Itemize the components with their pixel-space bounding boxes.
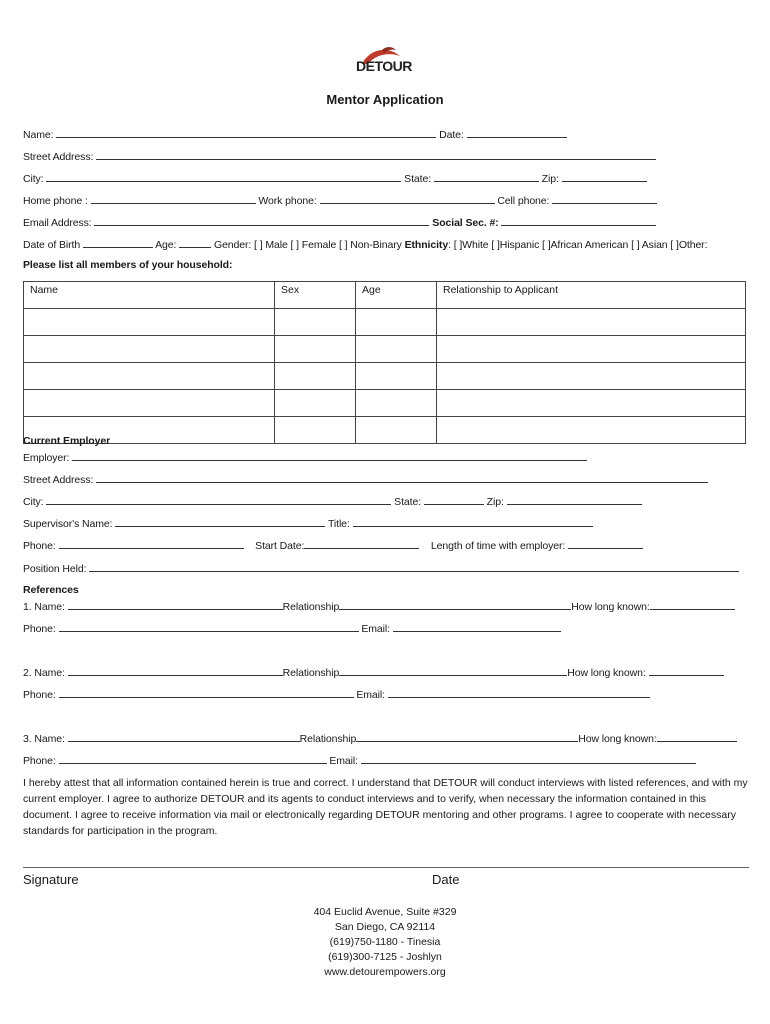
table-cell[interactable] <box>437 309 746 336</box>
employer-street-label: Street Address: <box>23 474 94 486</box>
position-label: Position Held: <box>23 563 87 575</box>
col-relationship: Relationship to Applicant <box>437 282 746 309</box>
detour-logo <box>352 44 412 80</box>
employer-phone-label: Phone: <box>23 540 56 552</box>
age-field[interactable] <box>179 237 211 248</box>
table-cell[interactable] <box>275 309 356 336</box>
table-cell[interactable] <box>437 390 746 417</box>
col-name: Name <box>24 282 275 309</box>
ref1-relationship-label: Relationship <box>282 601 340 613</box>
address-line-2: San Diego, CA 92114 <box>334 921 436 933</box>
employer-row <box>23 450 587 464</box>
reference-3-row <box>23 731 737 745</box>
table-cell[interactable] <box>24 336 275 363</box>
ref3-relationship-label: Relationship <box>299 733 357 745</box>
name-label: Name: <box>23 129 54 141</box>
logo-text: DETOUR <box>356 58 412 74</box>
table-row <box>24 309 746 336</box>
ssn-label: Social Sec. #: <box>432 217 499 229</box>
start-date-field[interactable] <box>304 538 419 549</box>
state-label: State: <box>404 173 432 185</box>
supervisor-field[interactable] <box>115 516 325 527</box>
table-cell[interactable] <box>437 336 746 363</box>
signature-line[interactable] <box>23 867 749 868</box>
ref3-name-field[interactable] <box>68 731 300 742</box>
col-sex: Sex <box>275 282 356 309</box>
ref3-phone-field[interactable] <box>59 753 327 764</box>
title-label: Title: <box>327 518 350 530</box>
ethnicity-options[interactable]: : [ ]White [ ]Hispanic [ ]African American [ ] Asian [ ]Other: <box>448 239 708 251</box>
home-phone-label: Home phone : <box>23 195 88 207</box>
table-header-row <box>24 282 746 309</box>
cell-phone-field[interactable] <box>552 193 657 204</box>
col-age: Age <box>356 282 437 309</box>
table-row <box>24 336 746 363</box>
signature-date-label: Date <box>432 872 460 887</box>
employer-field[interactable] <box>72 450 587 461</box>
ref3-phone-label: Phone: <box>23 755 56 767</box>
table-cell[interactable] <box>275 390 356 417</box>
ref1-email-field[interactable] <box>393 621 561 632</box>
demographics-row <box>23 237 707 251</box>
street-row <box>23 149 656 163</box>
ref3-name-label: 3. Name: <box>23 733 65 745</box>
phone-tinesia: (619)750-1180 - Tinesia <box>329 936 441 948</box>
ref1-name-label: 1. Name: <box>23 601 65 613</box>
date-field[interactable] <box>467 127 567 138</box>
ssn-field[interactable] <box>501 215 656 226</box>
length-field[interactable] <box>568 538 643 549</box>
employer-heading: Current Employer <box>23 435 111 447</box>
ref2-relationship-field[interactable] <box>339 665 567 676</box>
employer-city-label: City: <box>23 496 44 508</box>
length-label: Length of time with employer: <box>430 540 566 552</box>
ref2-phone-label: Phone: <box>23 689 56 701</box>
phone-joshlyn: (619)300-7125 - Joshlyn <box>328 951 442 963</box>
ref2-name-label: 2. Name: <box>23 667 65 679</box>
supervisor-row <box>23 516 593 530</box>
name-field[interactable] <box>56 127 436 138</box>
city-label: City: <box>23 173 44 185</box>
reference-3-contact-row <box>23 753 696 767</box>
table-cell[interactable] <box>356 309 437 336</box>
ref3-email-label: Email: <box>329 755 358 767</box>
table-row <box>24 417 746 444</box>
state-field[interactable] <box>434 171 539 182</box>
name-row <box>23 127 567 141</box>
table-cell[interactable] <box>437 417 746 444</box>
employer-street-field[interactable] <box>96 472 708 483</box>
employer-zip-label: Zip: <box>486 496 504 508</box>
ref3-email-field[interactable] <box>361 753 696 764</box>
ref2-email-label: Email: <box>356 689 385 701</box>
table-cell[interactable] <box>275 417 356 444</box>
street-label: Street Address: <box>23 151 94 163</box>
employer-phone-row <box>23 538 643 552</box>
email-field[interactable] <box>94 215 429 226</box>
employer-state-field[interactable] <box>424 494 484 505</box>
table-cell[interactable] <box>275 336 356 363</box>
table-cell[interactable] <box>356 363 437 390</box>
email-label: Email Address: <box>23 217 92 229</box>
date-label: Date: <box>439 129 464 141</box>
table-cell[interactable] <box>24 390 275 417</box>
table-cell[interactable] <box>24 309 275 336</box>
employer-label: Employer: <box>23 452 70 464</box>
employer-state-label: State: <box>394 496 422 508</box>
address-line-1: 404 Euclid Avenue, Suite #329 <box>313 906 457 918</box>
reference-2-row <box>23 665 724 679</box>
references-heading: References <box>23 584 79 596</box>
ref1-name-field[interactable] <box>68 599 283 610</box>
ref1-relationship-field[interactable] <box>339 599 571 610</box>
employer-city-row <box>23 494 642 508</box>
zip-field[interactable] <box>562 171 647 182</box>
ref2-phone-field[interactable] <box>59 687 354 698</box>
start-date-label: Start Date: <box>255 540 305 552</box>
employer-city-field[interactable] <box>46 494 391 505</box>
reference-1-row <box>23 599 735 613</box>
household-table <box>23 281 746 444</box>
ref3-how-long-label: How long known: <box>578 733 657 745</box>
city-row <box>23 171 647 185</box>
ethnicity-label: Ethnicity <box>404 239 449 251</box>
website-link[interactable]: www.detourempowers.org <box>324 966 446 978</box>
ref2-how-long-field[interactable] <box>649 665 724 676</box>
street-field[interactable] <box>96 149 656 160</box>
ref1-email-label: Email: <box>361 623 390 635</box>
work-phone-field[interactable] <box>320 193 495 204</box>
ref2-email-field[interactable] <box>388 687 650 698</box>
table-cell[interactable] <box>356 417 437 444</box>
table-cell[interactable] <box>437 363 746 390</box>
home-phone-field[interactable] <box>91 193 256 204</box>
phone-row <box>23 193 657 207</box>
ref2-name-field[interactable] <box>68 665 283 676</box>
table-cell[interactable] <box>356 336 437 363</box>
ref1-phone-label: Phone: <box>23 623 56 635</box>
supervisor-label: Supervisor's Name: <box>23 518 113 530</box>
position-field[interactable] <box>89 561 739 572</box>
ref2-how-long-label: How long known: <box>567 667 646 679</box>
ref3-relationship-field[interactable] <box>356 731 578 742</box>
title-field[interactable] <box>353 516 593 527</box>
cell-phone-label: Cell phone: <box>497 195 550 207</box>
zip-label: Zip: <box>541 173 559 185</box>
dob-field[interactable] <box>83 237 153 248</box>
employer-street-row <box>23 472 708 486</box>
signature-label: Signature <box>23 872 79 887</box>
reference-1-contact-row <box>23 621 561 635</box>
ref1-how-long-field[interactable] <box>650 599 735 610</box>
attestation-text: I hereby attest that all information contained herein is true and correct. I understand that DETOUR will conduct interviews with listed references, and with my current employer. I agree to authorize DETOUR and its agents to conduct interviews and to verify, when necessary the information contained in this document. I agree to receive information via mail or electronically regarding DETOUR mentoring and other programs. I agree to cooperate with necessary standards for participation in the program. <box>23 777 748 837</box>
reference-2-contact-row <box>23 687 650 701</box>
ref1-phone-field[interactable] <box>59 621 359 632</box>
employer-zip-field[interactable] <box>507 494 642 505</box>
dob-label: Date of Birth <box>23 239 81 251</box>
email-row <box>23 215 656 229</box>
table-cell[interactable] <box>275 363 356 390</box>
ref2-relationship-label: Relationship <box>282 667 340 679</box>
table-row <box>24 363 746 390</box>
ref3-how-long-field[interactable] <box>657 731 737 742</box>
table-cell[interactable] <box>24 363 275 390</box>
gender-options[interactable]: Gender: [ ] Male [ ] Female [ ] Non-Binary <box>214 239 402 251</box>
ref1-how-long-label: How long known: <box>571 601 650 613</box>
city-field[interactable] <box>46 171 401 182</box>
work-phone-label: Work phone: <box>258 195 317 207</box>
table-cell[interactable] <box>356 390 437 417</box>
household-heading: Please list all members of your household: <box>23 259 233 271</box>
employer-phone-field[interactable] <box>59 538 244 549</box>
table-row <box>24 390 746 417</box>
footer-address <box>0 905 770 980</box>
position-row <box>23 561 739 575</box>
age-label: Age: <box>155 239 177 251</box>
page-title: Mentor Application <box>326 92 444 107</box>
